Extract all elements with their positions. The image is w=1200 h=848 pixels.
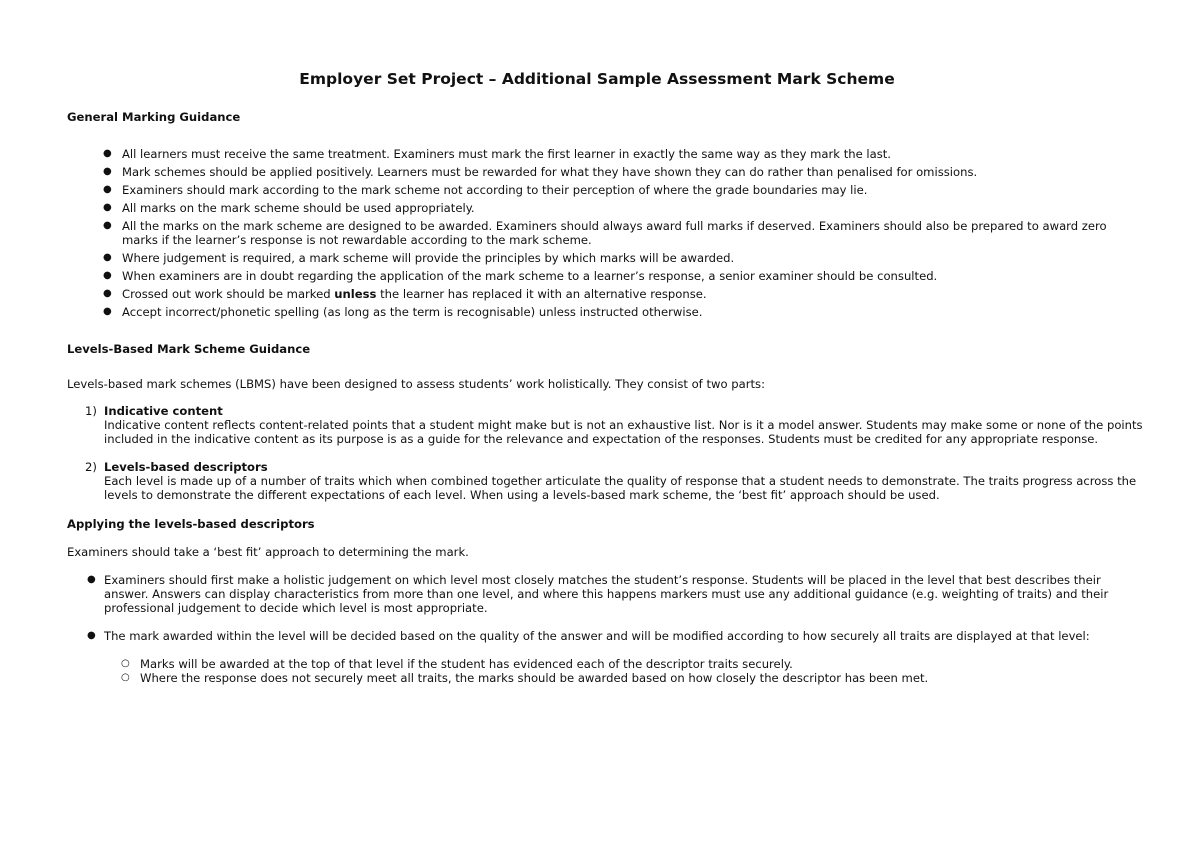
page-title: Employer Set Project – Additional Sample Assessment Mark Scheme	[299, 70, 895, 88]
general-marking-list	[67, 147, 1137, 323]
list-item: ○ Where the response does not securely meet all traits, the marks should be awarded based on how closely the descriptor has been met.	[121, 671, 929, 686]
applying-heading: Applying the levels-based descriptors	[67, 517, 315, 531]
levels-parts-list	[67, 404, 1147, 447]
bullet-icon: ●	[103, 166, 112, 177]
list-item: ● Examiners should mark according to the mark scheme not according to their perception of where the grade boundaries may lie.	[103, 183, 868, 197]
bullet-icon: ●	[103, 306, 112, 318]
list-item: ● The mark awarded within the level will be decided based on the quality of the answer and will be modified according to how securely all traits are displayed at that level:	[87, 629, 1090, 643]
bullet-icon: ●	[87, 574, 96, 585]
circle-bullet-icon: ○	[121, 672, 130, 684]
list-item: ● All learners must receive the same treatment. Examiners must mark the first learner in exactly the same way as they mark the last.	[103, 147, 891, 161]
list-item: 2) Levels-based descriptors Each level is made up of a number of traits which when combined together articulate the quality of response that a student needs to demonstrate. The traits progress across the levels to demonstrate the different expectations of each level. When using a levels-based mark scheme, the ‘best fit’ approach should be used.	[67, 460, 1147, 503]
list-item: ● Mark schemes should be applied positively. Learners must be rewarded for what they have shown they can do rather than penalised for omissions.	[103, 165, 978, 179]
circle-bullet-icon: ○	[121, 658, 130, 669]
bullet-icon: ●	[103, 184, 112, 195]
bullet-icon: ●	[103, 220, 112, 231]
list-item: ○ Marks will be awarded at the top of that level if the student has evidenced each of the descriptor traits securely.	[121, 657, 793, 671]
bullet-icon: ●	[103, 148, 112, 159]
list-item: ● Examiners should first make a holistic judgement on which level most closely matches the student’s response. Students will be placed in the level that best describes their answer. Answers can display characteristics from more than one level, and where this happens markers must use any additional guidance (e.g. weighting of traits) and their professional judgement to decide which level is most appropriate.	[87, 573, 1109, 616]
levels-descriptors-title: Levels-based descriptors	[104, 460, 268, 474]
bullet-icon: ●	[103, 270, 112, 282]
applying-intro: Examiners should take a ‘best fit’ approach to determining the mark.	[67, 545, 469, 559]
levels-parts-list-2	[67, 460, 1147, 503]
levels-intro: Levels-based mark schemes (LBMS) have been designed to assess students’ work holistically. They consist of two parts:	[67, 377, 765, 391]
list-item: 1) Indicative content Indicative content reflects content-related points that a student might make but is not an exhaustive list. Nor is it a model answer. Students may make some or none of the points included in the indicative content as its purpose is as a guide for the relevance and expectation of the responses. Students must be credited for any appropriate response.	[67, 404, 1147, 447]
list-item: ● All marks on the mark scheme should be used appropriately.	[103, 201, 475, 215]
list-item: ● All the marks on the mark scheme are designed to be awarded. Examiners should always award full marks if deserved. Examiners should also be prepared to award zero marks if the learner’s response is not rewardable according to the mark scheme.	[103, 219, 1107, 248]
applying-list-2	[67, 629, 1147, 643]
levels-based-heading: Levels-Based Mark Scheme Guidance	[67, 342, 311, 356]
emphasis-unless: unless	[334, 287, 377, 302]
indicative-content-title: Indicative content	[104, 404, 223, 418]
bullet-icon: ●	[103, 202, 112, 213]
applying-sub-list	[67, 657, 1147, 686]
list-item: ● Crossed out work should be marked unless the learner has replaced it with an alternative response.	[103, 287, 707, 302]
list-item: ● Where judgement is required, a mark scheme will provide the principles by which marks will be awarded.	[103, 251, 735, 266]
list-item: ● Accept incorrect/phonetic spelling (as long as the term is recognisable) unless instructed otherwise.	[103, 305, 703, 320]
bullet-icon: ●	[87, 630, 96, 641]
bullet-icon: ●	[103, 288, 112, 300]
list-item: ● When examiners are in doubt regarding the application of the mark scheme to a learner’s response, a senior examiner should be consulted.	[103, 269, 938, 284]
general-marking-heading: General Marking Guidance	[67, 110, 241, 124]
applying-list-1	[67, 573, 1147, 616]
bullet-icon: ●	[103, 252, 112, 264]
